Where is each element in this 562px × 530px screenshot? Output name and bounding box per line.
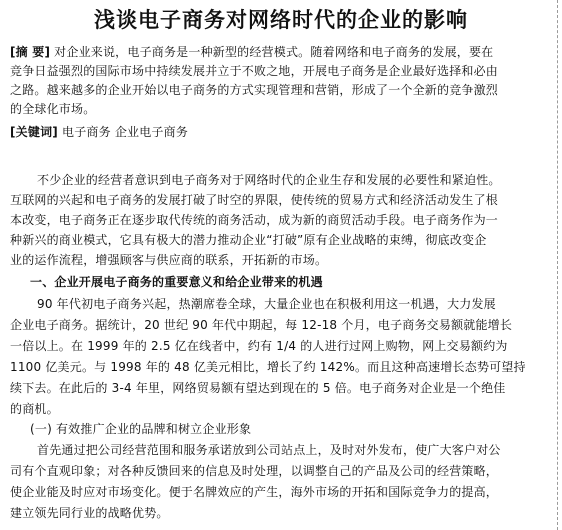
section1-line-6: 的商机。 <box>10 402 59 416</box>
section1-line-2: 企业电子商务。据统计，20 世纪 90 年代中期起，每 12-18 个月，电子商务交易额就能增长 <box>10 318 513 332</box>
section1-line-4: 1100 亿美元。与 1998 年的 48 亿美元相比，增长了约 142%。而且这种高速增长态势可望持 <box>10 360 526 374</box>
intro-line-3: 本改变，电子商务正在逐步取代传统的商务活动，成为新的商贸活动手段。电子商务作为一 <box>10 213 499 227</box>
section1-line-5: 续下去。在此后的 3-4 年里，网络贸易额有望达到现在的 5 倍。电子商务对企业是一个绝佳 <box>10 381 506 395</box>
subsection1-line-3: 使企业能及时应对市场变化。便于名牌效应的产生，海外市场的开拓和国际竞争力的提高， <box>10 485 499 499</box>
page-edge-border <box>557 0 562 530</box>
abstract-label: [摘 要] <box>10 45 51 59</box>
intro-line-2: 互联网的兴起和电子商务的发展打破了时空的界限，使传统的贸易方式和经济活动发生了根 <box>10 193 499 207</box>
section1-line-1: 90 年代初电子商务兴起，热潮席卷全球，大量企业也在积极利用这一机遇，大力发展 <box>37 297 496 311</box>
keywords-label: [关键词] <box>10 125 58 139</box>
subsection-heading: (一) 有效推广企业的品牌和树立企业形象 <box>30 422 252 436</box>
intro-line-4: 种新兴的商业模式，它具有极大的潜力推动企业“打破”原有企业战略的束缚，彻底改变企 <box>10 233 487 247</box>
keywords-line <box>10 124 188 140</box>
document-title: 浅谈电子商务对网络时代的企业的影响 <box>94 7 468 32</box>
intro-line-5: 业的运作流程，增强顾客与供应商的联系，开拓新的市场。 <box>10 253 328 267</box>
abstract-text: 对企业来说，电子商务是一种新型的经营模式。随着网络和电子商务的发展，要在 <box>54 45 494 59</box>
section-heading: 一、企业开展电子商务的重要意义和给企业带来的机遇 <box>30 275 323 289</box>
abstract-line-4: 的全球化市场。 <box>10 102 96 116</box>
subsection1-line-1: 首先通过把公司经营范围和服务承诺放到公司站点上，及时对外发布，使广大客户对公 <box>37 443 501 457</box>
section1-line-3: 一倍以上。在 1999 年的 2.5 亿在线者中，约有 1/4 的人进行过网上购物，网上交易额约为 <box>10 339 508 353</box>
abstract-line-2: 竞争日益强烈的国际市场中持续发展并立于不败之地，开展电子商务是企业最好选择和必由 <box>10 64 499 78</box>
subsection1-line-4: 建立领先同行业的战略优势。 <box>10 506 169 520</box>
keywords-text: 电子商务 企业电子商务 <box>62 125 189 139</box>
subsection1-line-2: 司有个直观印象；对各种反馈回来的信息及时处理，以调整自己的产品及公司的经营策略， <box>10 464 499 478</box>
abstract-line-1 <box>10 44 493 60</box>
intro-line-1: 不少企业的经营者意识到电子商务对于网络时代的企业生存和发展的必要性和紧迫性。 <box>37 173 501 187</box>
abstract-line-3: 之路。越来越多的企业开始以电子商务的方式实现管理和营销，形成了一个全新的竞争激烈 <box>10 83 499 97</box>
